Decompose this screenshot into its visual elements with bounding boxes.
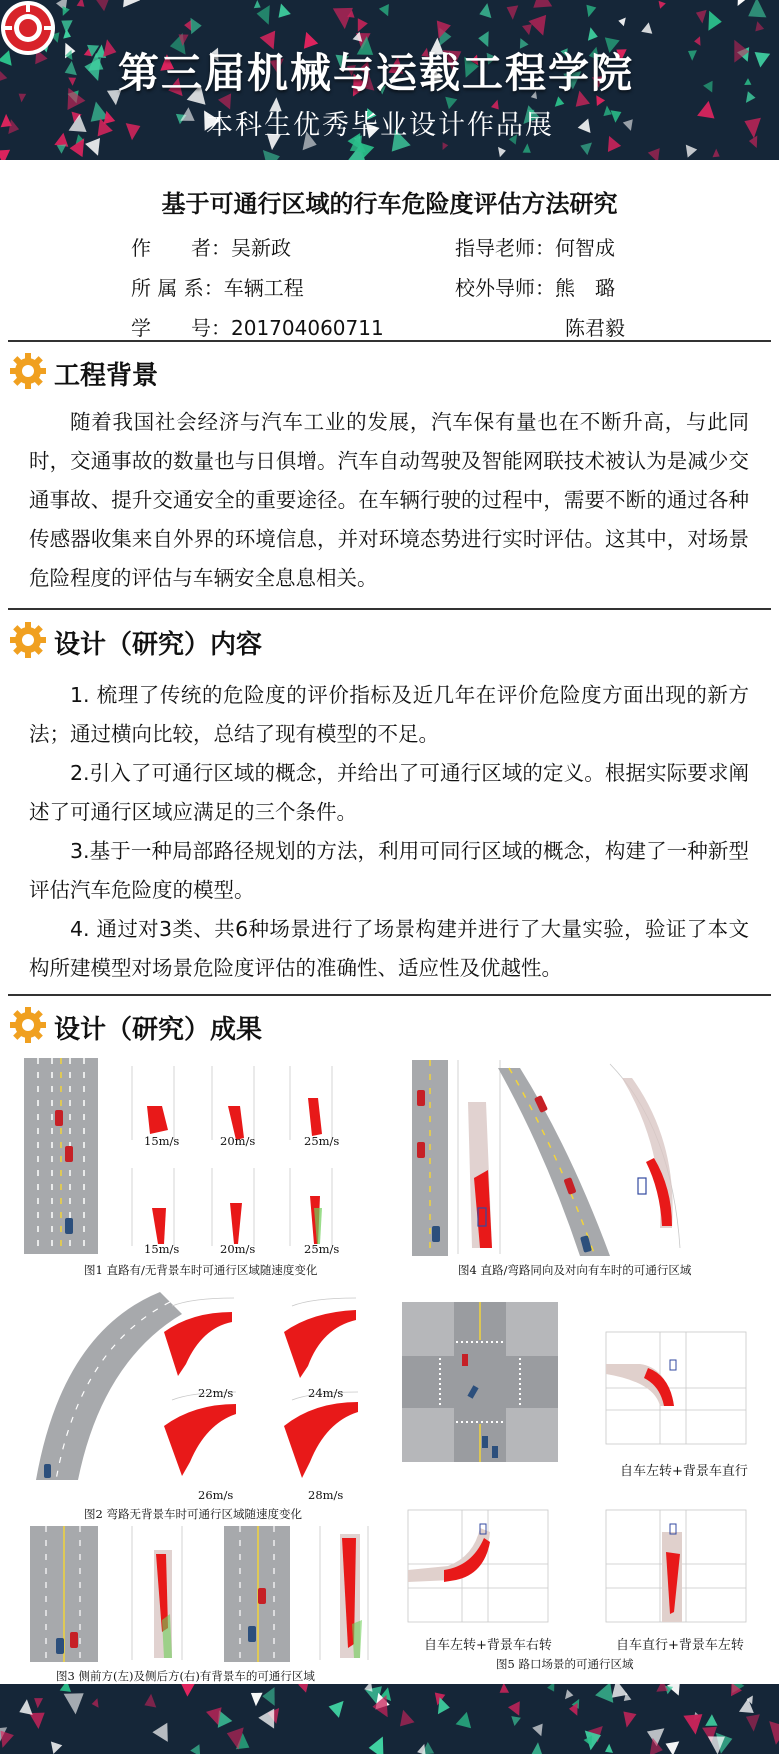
confetti-triangle (257, 5, 270, 25)
confetti-triangle (65, 61, 77, 75)
confetti-triangle (60, 1684, 71, 1692)
confetti-triangle (738, 0, 747, 6)
confetti-triangle (0, 150, 10, 160)
confetti-triangle (262, 1687, 274, 1706)
confetti-triangle (523, 143, 531, 152)
confetti-triangle (648, 148, 660, 160)
advisor-label: 指导老师： (455, 236, 555, 260)
confetti-triangle (438, 1697, 450, 1714)
figure-3-caption: 图3 侧前方(左)及侧后方(右)有背景车的可通行区域 (56, 1669, 315, 1683)
confetti-triangle (123, 0, 140, 7)
confetti-triangle (769, 1721, 779, 1745)
figure-5 (400, 1302, 770, 1680)
confetti-triangle (618, 18, 626, 27)
confetti-triangle (456, 1712, 472, 1728)
department-label: 所 属 系： (131, 276, 224, 300)
confetti-triangle (666, 1741, 680, 1754)
confetti-triangle (479, 3, 491, 18)
top-banner (0, 0, 779, 160)
confetti-triangle (708, 11, 721, 31)
confetti-triangle (54, 133, 68, 147)
confetti-triangle (51, 1742, 62, 1754)
confetti-triangle (329, 1701, 344, 1718)
confetti-triangle (19, 1699, 32, 1715)
external-advisor-name-2: 陈君毅 (565, 316, 625, 340)
figure-2-caption: 图2 弯路无背景车时可通行区域随速度变化 (84, 1507, 302, 1521)
confetti-triangle (694, 36, 700, 46)
gear-icon (8, 1005, 48, 1045)
confetti-triangle (744, 78, 751, 85)
confetti-triangle (180, 107, 194, 121)
content-item-1: 1. 梳理了传统的危险度的评价指标及近几年在评价危险度方面出现的新方法；通过横向比较，总结了现有模型的不足。 (29, 683, 749, 746)
confetti-triangle (92, 1698, 99, 1708)
scenario-label: 自车左转+背景车直行 (620, 1464, 748, 1479)
content-item-4: 4. 通过对3类、共6种场景进行了场景构建并进行了大量实验，验证了本文构所建模型对场景危险度评估的准确性、适应性及优越性。 (29, 917, 749, 980)
confetti-triangle (507, 5, 519, 19)
student-id-label: 学 号： (131, 316, 231, 340)
banner-subtitle: 本科生优秀毕业设计作品展 (206, 110, 554, 141)
author-label: 作 者： (131, 236, 231, 260)
confetti-triangle (184, 20, 191, 31)
background-paragraph (29, 403, 749, 598)
confetti-triangle (180, 1684, 196, 1697)
confetti-triangle (532, 1724, 543, 1737)
confetti-triangle (755, 52, 771, 68)
speed-label: 20m/s (220, 1134, 256, 1148)
content-item-2: 2.引入了可通行区域的概念，并给出了可通行区域的定义。根据实际要求阐述了可通行区域应满足的三个条件。 (29, 761, 749, 824)
divider (8, 994, 771, 996)
external-advisor-name-1: 熊 璐 (555, 276, 615, 300)
speed-label: 24m/s (308, 1386, 344, 1400)
student-id: 201704060711 (231, 316, 384, 340)
confetti-triangle (749, 136, 757, 149)
confetti-triangle (258, 1709, 274, 1729)
figure-4 (410, 1058, 760, 1280)
confetti-triangle (656, 1684, 668, 1692)
confetti-triangle (565, 1689, 573, 1699)
section-title: 设计（研究）成果 (54, 1015, 263, 1045)
confetti-triangle (144, 1694, 156, 1708)
paper-title: 基于可通行区域的行车危险度评估方法研究 (161, 190, 618, 218)
confetti-triangle (64, 1693, 84, 1714)
speed-label: 26m/s (198, 1488, 234, 1502)
confetti-triangle (77, 0, 85, 7)
confetti-triangle (697, 101, 714, 119)
confetti-triangle (683, 1714, 702, 1735)
confetti-triangle (605, 1744, 613, 1753)
confetti-triangle (746, 1714, 760, 1731)
confetti-triangle (500, 1684, 510, 1693)
confetti-triangle (533, 0, 552, 8)
figure-3 (22, 1524, 382, 1684)
speed-label: 15m/s (144, 1134, 180, 1148)
confetti-triangle (379, 4, 389, 16)
confetti-triangle (358, 18, 368, 32)
speed-label: 25m/s (304, 1242, 340, 1256)
triangle-pattern (0, 1684, 779, 1754)
confetti-triangle (68, 78, 76, 86)
confetti-triangle (443, 142, 449, 150)
department-row (131, 272, 304, 301)
confetti-triangle (263, 150, 280, 160)
section-title: 工程背景 (54, 361, 159, 391)
confetti-triangle (686, 145, 697, 158)
speed-label: 15m/s (144, 1242, 180, 1256)
department-name: 车辆工程 (223, 276, 304, 300)
scenario-label: 自车左转+背景车右转 (424, 1638, 552, 1653)
author-name: 吴新政 (231, 236, 291, 260)
figure-3-plot (22, 1524, 382, 1664)
confetti-triangle (63, 29, 71, 39)
external-advisor-label: 校外导师： (455, 276, 555, 300)
external-advisor-row (455, 272, 615, 301)
confetti-triangle (746, 91, 756, 103)
confetti-triangle (298, 1684, 309, 1693)
banner-title: 第三届机械与运载工程学院 (118, 49, 634, 97)
confetti-triangle (104, 111, 116, 124)
advisor-name: 何智成 (555, 236, 615, 260)
content-item-3: 3.基于一种局部路径规划的方法，利用可同行区域的概念，构建了一种新型评估汽车危险度的模型。 (29, 839, 749, 902)
confetti-triangle (251, 1693, 263, 1706)
divider (8, 608, 771, 610)
confetti-triangle (191, 18, 202, 35)
confetti-triangle (588, 27, 598, 41)
confetti-triangle (369, 1737, 384, 1754)
confetti-triangle (333, 8, 353, 29)
confetti-triangle (8, 119, 19, 134)
confetti-triangle (623, 1712, 636, 1728)
confetti-triangle (713, 149, 720, 158)
figure-5-caption: 图5 路口场景的可通行区域 (496, 1657, 634, 1671)
confetti-triangle (103, 39, 116, 57)
confetti-triangle (498, 147, 506, 157)
confetti-triangle (755, 21, 764, 31)
figure-4-caption: 图4 直路/弯路同向及对向有车时的可通行区域 (458, 1263, 692, 1277)
confetti-triangle (586, 5, 596, 17)
confetti-triangle (508, 1701, 520, 1716)
confetti-triangle (63, 6, 70, 16)
confetti-triangle (279, 4, 291, 18)
section-header-content (8, 620, 368, 660)
gear-icon (8, 620, 48, 660)
content-list (29, 676, 749, 988)
confetti-triangle (1, 1731, 14, 1748)
speed-label: 22m/s (198, 1386, 234, 1400)
confetti-triangle (190, 1744, 200, 1754)
confetti-triangle (152, 1723, 167, 1742)
author-row (131, 232, 291, 261)
section-header-results (8, 1005, 368, 1045)
confetti-triangle (126, 123, 141, 140)
divider (8, 340, 771, 342)
confetti-triangle (659, 1, 666, 9)
confetti-triangle (19, 94, 27, 103)
section-header-background (8, 351, 308, 391)
confetti-triangle (29, 1713, 45, 1729)
confetti-triangle (748, 0, 766, 17)
scenario-label: 自车直行+背景车左转 (616, 1638, 744, 1653)
figure-4-plot (410, 1058, 760, 1258)
college-logo-icon (0, 0, 56, 56)
bottom-banner (0, 1684, 779, 1754)
confetti-triangle (688, 50, 697, 61)
confetti-triangle (696, 10, 707, 24)
speed-label: 25m/s (304, 1134, 340, 1148)
advisor-row (455, 232, 615, 261)
section-title: 设计（研究）内容 (54, 630, 263, 660)
figure-1 (22, 1058, 382, 1280)
confetti-triangle (580, 143, 592, 156)
figure-2 (22, 1292, 382, 1524)
confetti-triangle (0, 68, 7, 83)
confetti-triangle (522, 24, 532, 35)
confetti-triangle (511, 1716, 521, 1726)
confetti-triangle (254, 0, 261, 8)
confetti-triangle (95, 0, 110, 11)
confetti-triangle (705, 1714, 717, 1726)
confetti-triangle (744, 118, 761, 139)
confetti-triangle (417, 1744, 426, 1754)
confetti-triangle (57, 144, 67, 153)
student-id-row (131, 312, 384, 341)
confetti-triangle (68, 88, 86, 110)
speed-label: 28m/s (308, 1488, 344, 1502)
gear-icon (8, 351, 48, 391)
speed-label: 20m/s (220, 1242, 256, 1256)
figure-1-plot (22, 1058, 382, 1258)
confetti-triangle (529, 1742, 544, 1754)
confetti-triangle (85, 138, 100, 156)
confetti-triangle (400, 1710, 415, 1727)
confetti-triangle (595, 1684, 613, 1703)
confetti-triangle (641, 22, 652, 33)
confetti-triangle (34, 1698, 43, 1708)
confetti-triangle (547, 1684, 554, 1692)
figure-1-caption: 图1 直路有/无背景车时可通行区域随速度变化 (84, 1263, 318, 1277)
background-text: 随着我国社会经济与汽车工业的发展，汽车保有量也在不断升高，与此同时，交通事故的数量也与日俱增。汽车自动驾驶及智能网联技术被认为是减少交通事故、提升交通安全的重要途径。在车辆行驶的过程中，需要不断的通过各种传感器收集来自外界的环境信息，并对环境态势进行实时评估。这其中，对场景危险程度的评估与车辆安全息息相关。 (29, 410, 749, 590)
confetti-triangle (703, 81, 713, 93)
